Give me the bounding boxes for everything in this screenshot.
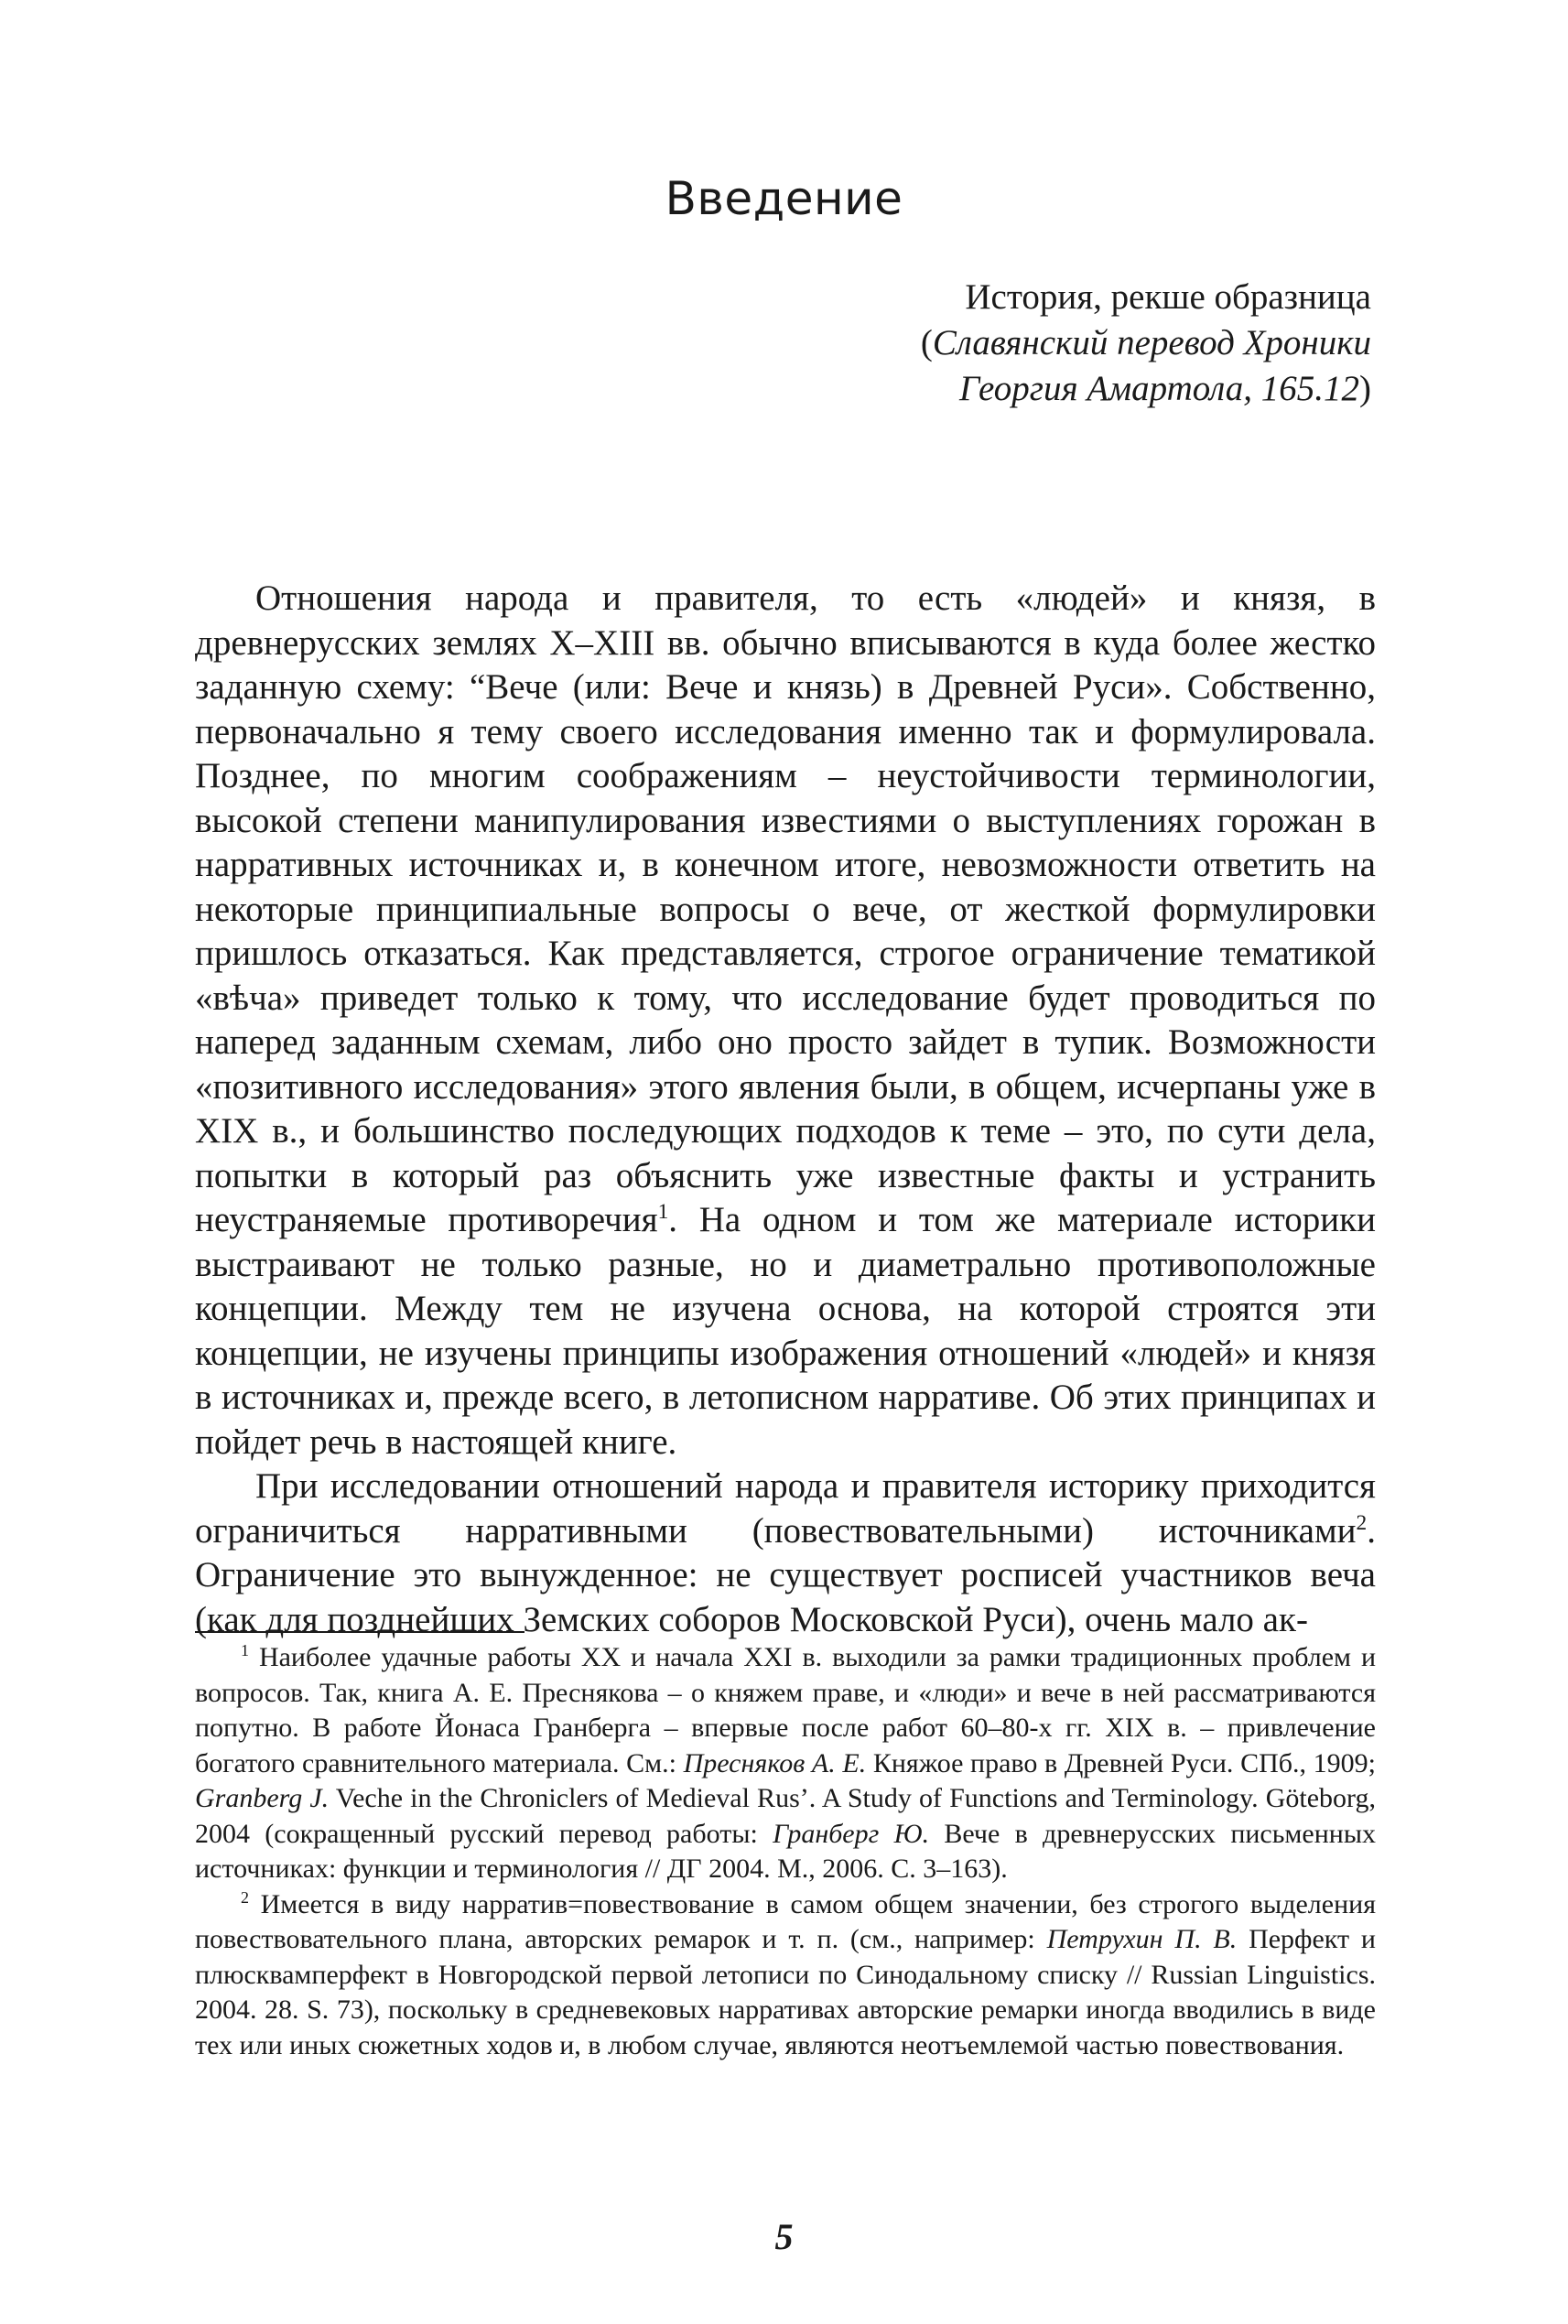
footnote-1-mark: 1 bbox=[241, 1641, 249, 1659]
footnote-ref-2[interactable]: 2 bbox=[1356, 1510, 1368, 1535]
epigraph-source-title: Славянский перевод Хроники bbox=[932, 323, 1371, 362]
paragraph-1 bbox=[195, 577, 1376, 1465]
footnote-2-text-a: Имеется в виду нарратив=повествование в самом общем значении, без строгого выделения повествовательного плана, авторских ремарок и т. п. (см., например: bbox=[195, 1888, 1376, 1954]
footnote-1-author-2: Granberg J. bbox=[195, 1783, 330, 1813]
footnote-1-text-b: Княжое право в Древней Руси. СПб., 1909; bbox=[866, 1747, 1377, 1778]
footnote-1-text-a: Наиболее удачные работы XX и начала XXI в. выходили за рамки традиционных проблем и вопросов. Так, книга А. Е. Преснякова – о княжем праве, и «люди» и вече в ней рассматриваются попутно. В работе Йонаса Гранберга – впервые после работ 60–80-х гг. XIX в. – привлечение богатого сравнительного материала. См.: bbox=[195, 1642, 1376, 1778]
chapter-title: Введение bbox=[665, 172, 903, 225]
paragraph-1-text-b: . На одном и том же материале историки выстраивают не только разные, но и диаметрально противоположные концепции. Между тем не изучена основа, на которой строятся эти концепции, не изучены принципы изображения отношений «людей» и князя в источниках и, прежде всего, в летописном нарративе. Об этих принципах и пойдет речь в настоящей книге. bbox=[195, 1200, 1376, 1462]
main-text bbox=[195, 577, 1376, 1642]
footnote-divider bbox=[195, 1631, 524, 1633]
paragraph-2-text-a: При исследовании отношений народа и правителя историку приходится ограничиться нарративными (повествовательными) источниками bbox=[195, 1466, 1376, 1551]
footnote-2-mark: 2 bbox=[241, 1887, 249, 1907]
paragraph-2 bbox=[195, 1465, 1376, 1642]
footnote-1 bbox=[195, 1640, 1376, 1887]
epigraph-source-line-1 bbox=[547, 320, 1371, 366]
epigraph-source-reference: Георгия Амартола, 165.12 bbox=[958, 369, 1359, 408]
footnote-ref-1[interactable]: 1 bbox=[657, 1200, 669, 1224]
page-number: 5 bbox=[774, 2216, 794, 2257]
epigraph-paren-close: ) bbox=[1359, 369, 1371, 408]
epigraph-source-line-2 bbox=[547, 366, 1371, 412]
footnote-1-author-1: Пресняков А. Е. bbox=[683, 1747, 867, 1778]
paragraph-2-text-b: . Ограничение это вынужденное: не существует росписей участников веча (как для позднейших Земских соборов Московской Руси), очень мало ак- bbox=[195, 1510, 1376, 1639]
footnote-1-author-3: Гранберг Ю. bbox=[773, 1818, 930, 1849]
footnote-2-text-b: Перфект и плюсквамперфект в Новгородской первой летописи по Синодальному списку // Russian Linguistics. 2004. 28. S. 73), поскольку в средневековых нарративах авторские ремарки иногда вводились в виде тех или иных сюжетных ходов и, в любом случае, являются неотъемлемой частью повествования. bbox=[195, 1924, 1376, 2060]
footnote-1-text-d: Вече в древнерусских письменных источниках: функции и терминология // ДГ 2004. М., 2006. С. 3–163). bbox=[195, 1818, 1376, 1884]
footnotes bbox=[195, 1640, 1376, 2063]
epigraph-paren-open: ( bbox=[920, 323, 933, 362]
footnote-2 bbox=[195, 1887, 1376, 2064]
footnote-1-text-c: Veche in the Chroniclers of Medieval Rus’. A Study of Functions and Terminology. Göteborg, 2004 (сокращенный русский перевод работы: bbox=[195, 1783, 1376, 1849]
footnote-2-author-1: Петрухин П. В. bbox=[1046, 1924, 1238, 1954]
epigraph bbox=[547, 275, 1371, 412]
epigraph-quote: История, рекше образница bbox=[965, 277, 1371, 317]
paragraph-1-text-a: Отношения народа и правителя, то есть «людей» и князя, в древнерусских землях X–XIII вв. обычно вписываются в куда более жестко заданную схему: “Вече (или: Вече и князь) в Древней Руси». Собственно, первоначально я тему своего исследования именно так и формулировала. Позднее, по многим соображениям – неустойчивости терминологии, высокой степени манипулирования известиями о выступлениях горожан в нарративных источниках и, в конечном итоге, невозможности ответить на некоторые принципиальные вопросы о вече, от жесткой формулировки пришлось отказаться. Как представляется, строгое ограничение тематикой «вѣча» приведет только к тому, что исследование будет проводиться по наперед заданным схемам, либо оно просто зайдет в тупик. Возможности «позитивного исследования» этого явления были, в общем, исчерпаны уже в XIX в., и большинство последующих подходов к теме – это, по сути дела, попытки в который раз объяснить уже известные факты и устранить неустраняемые противоречия bbox=[195, 578, 1376, 1239]
